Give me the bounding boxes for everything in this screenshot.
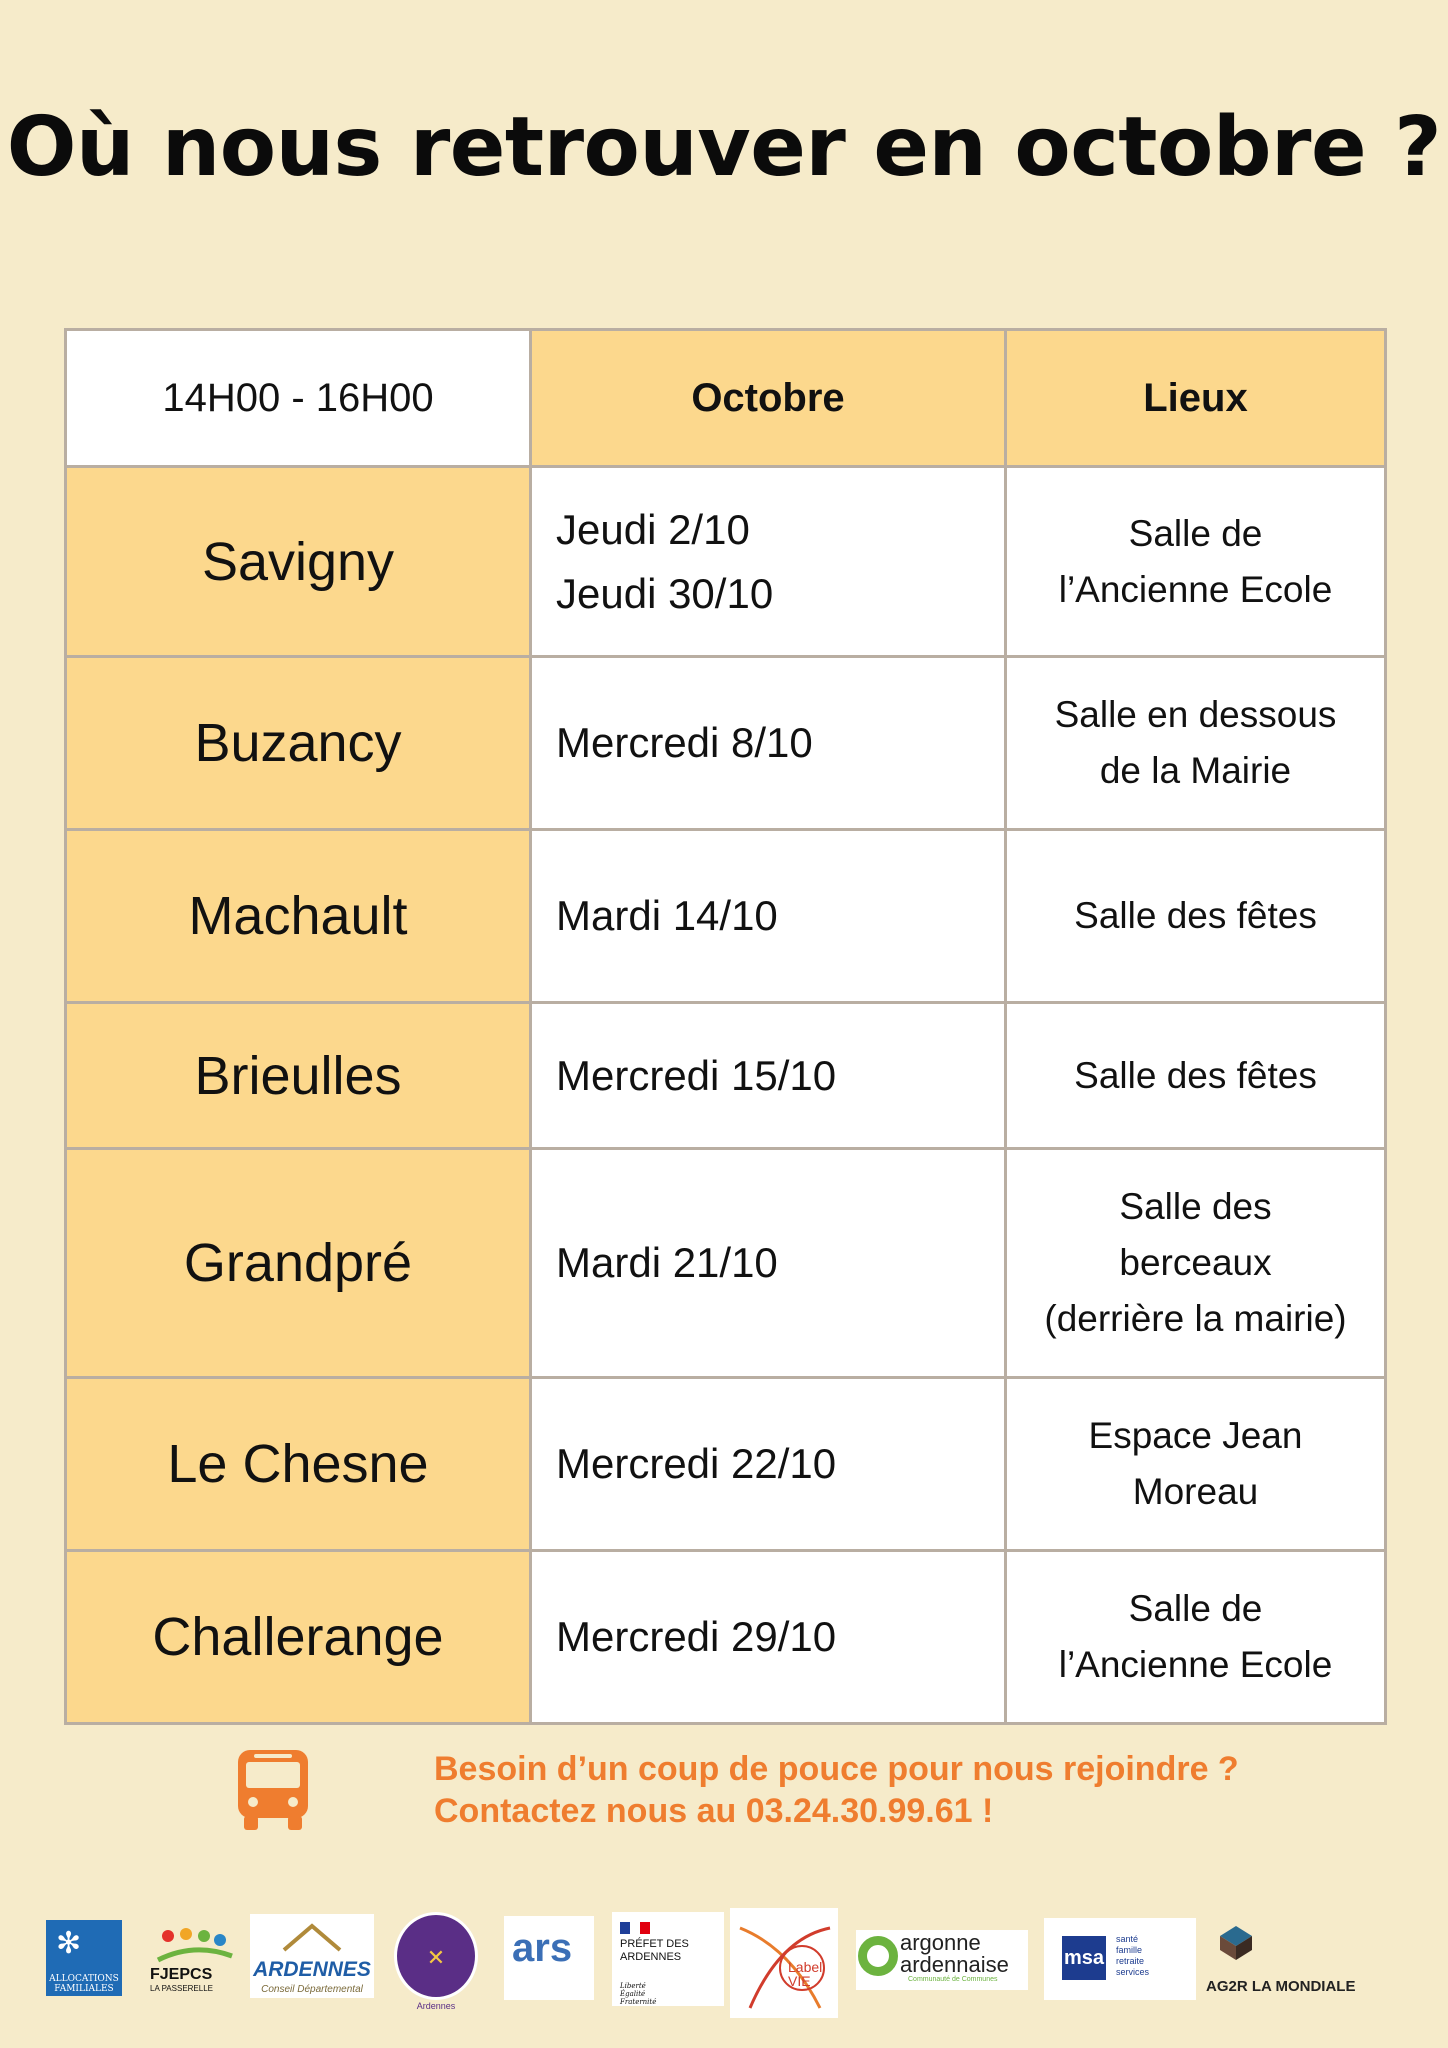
partner-logos bbox=[46, 1908, 1406, 2018]
date-cell bbox=[531, 830, 1006, 1003]
place-line: de la Mairie bbox=[1099, 750, 1292, 791]
prefet-logo: PRÉFET DES ARDENNES Liberté Égalité Fraternité bbox=[612, 1912, 724, 2006]
place-line: Salle des fêtes bbox=[1074, 1054, 1317, 1096]
date-cell bbox=[531, 1378, 1006, 1551]
place-line: l’Ancienne Ecole bbox=[1058, 568, 1333, 610]
date-cell bbox=[531, 657, 1006, 830]
place-cell bbox=[1006, 1551, 1386, 1724]
date-line: Jeudi 30/10 bbox=[556, 569, 774, 617]
date-cell bbox=[531, 1551, 1006, 1724]
date-line: Mercredi 29/10 bbox=[556, 1613, 837, 1660]
schedule-table bbox=[64, 328, 1387, 1725]
town-cell: Le Chesne bbox=[66, 1378, 531, 1551]
place-cell bbox=[1006, 1003, 1386, 1149]
table-row bbox=[66, 1149, 1386, 1378]
ars-logo: ars bbox=[504, 1916, 594, 2000]
family-icon: ✻ bbox=[56, 1927, 82, 1960]
argonne-q-icon bbox=[858, 1936, 898, 1976]
place-line: Salle de bbox=[1128, 512, 1263, 554]
date-line: Mercredi 15/10 bbox=[556, 1051, 837, 1099]
place-cell bbox=[1006, 1378, 1386, 1551]
table-row bbox=[66, 657, 1386, 830]
people-icon bbox=[154, 1926, 234, 1966]
table-row bbox=[66, 1003, 1386, 1149]
place-line: Salle de bbox=[1128, 1588, 1263, 1629]
place-line: Salle des fêtes bbox=[1074, 895, 1317, 936]
month-header: Octobre bbox=[531, 330, 1006, 467]
cube-icon bbox=[1216, 1922, 1256, 1962]
contact-banner bbox=[236, 1748, 1239, 1832]
place-line: Moreau bbox=[1132, 1471, 1259, 1512]
ardennes-logo: ARDENNES Conseil Départemental bbox=[250, 1914, 374, 1998]
town-cell: Brieulles bbox=[66, 1003, 531, 1149]
page-title: Où nous retrouver en octobre ? bbox=[6, 100, 1442, 195]
contact-phone[interactable]: Contactez nous au 03.24.30.99.61 ! bbox=[434, 1792, 994, 1830]
place-line: (derrière la mairie) bbox=[1044, 1298, 1347, 1339]
town-cell: Buzancy bbox=[66, 657, 531, 830]
coordination-logo: ✕ Ardennes bbox=[394, 1912, 478, 2000]
town-cell: Challerange bbox=[66, 1551, 531, 1724]
town-cell: Savigny bbox=[66, 467, 531, 657]
caf-logo: ✻ ALLOCATIONS FAMILIALES bbox=[46, 1920, 122, 1996]
table-row bbox=[66, 830, 1386, 1003]
date-line: Mercredi 22/10 bbox=[556, 1440, 837, 1487]
place-line: l’Ancienne Ecole bbox=[1058, 1644, 1333, 1685]
ag2r-logo: AG2R LA MONDIALE bbox=[1206, 1918, 1406, 2008]
date-line: Mardi 14/10 bbox=[556, 892, 778, 939]
date-cell bbox=[531, 1003, 1006, 1149]
place-line: Salle en dessous bbox=[1054, 694, 1337, 735]
place-cell bbox=[1006, 467, 1386, 657]
date-line: Mardi 21/10 bbox=[556, 1239, 778, 1286]
place-line: Espace Jean bbox=[1088, 1415, 1303, 1456]
hours-header: 14H00 - 16H00 bbox=[66, 330, 531, 467]
label-vie-logo: Label VIE bbox=[730, 1908, 838, 2018]
table-row bbox=[66, 1378, 1386, 1551]
fjepcs-logo: FJEPCS LA PASSERELLE bbox=[144, 1922, 244, 1996]
town-cell: Grandpré bbox=[66, 1149, 531, 1378]
place-cell bbox=[1006, 830, 1386, 1003]
marianne-flag-icon bbox=[620, 1922, 650, 1934]
place-line: berceaux bbox=[1119, 1242, 1272, 1283]
date-cell bbox=[531, 467, 1006, 657]
place-cell bbox=[1006, 657, 1386, 830]
contact-line-1: Besoin d’un coup de pouce pour nous rejoindre ? bbox=[434, 1750, 1239, 1788]
mountain-icon bbox=[282, 1922, 342, 1952]
date-line: Jeudi 2/10 bbox=[556, 505, 750, 553]
header-row bbox=[66, 330, 1386, 467]
argonne-logo: argonne ardennaise Communauté de Communes bbox=[856, 1930, 1028, 1990]
contact-text bbox=[434, 1748, 1239, 1832]
date-line: Mercredi 8/10 bbox=[556, 719, 813, 766]
place-line: Salle des bbox=[1119, 1186, 1272, 1227]
bus-icon bbox=[236, 1748, 310, 1832]
place-cell bbox=[1006, 1149, 1386, 1378]
msa-logo: msa santé famille retraite services bbox=[1044, 1918, 1196, 2000]
town-cell: Machault bbox=[66, 830, 531, 1003]
date-cell bbox=[531, 1149, 1006, 1378]
places-header: Lieux bbox=[1006, 330, 1386, 467]
cross-icon: ✕ bbox=[426, 1945, 446, 1970]
table-row bbox=[66, 467, 1386, 657]
table-row bbox=[66, 1551, 1386, 1724]
